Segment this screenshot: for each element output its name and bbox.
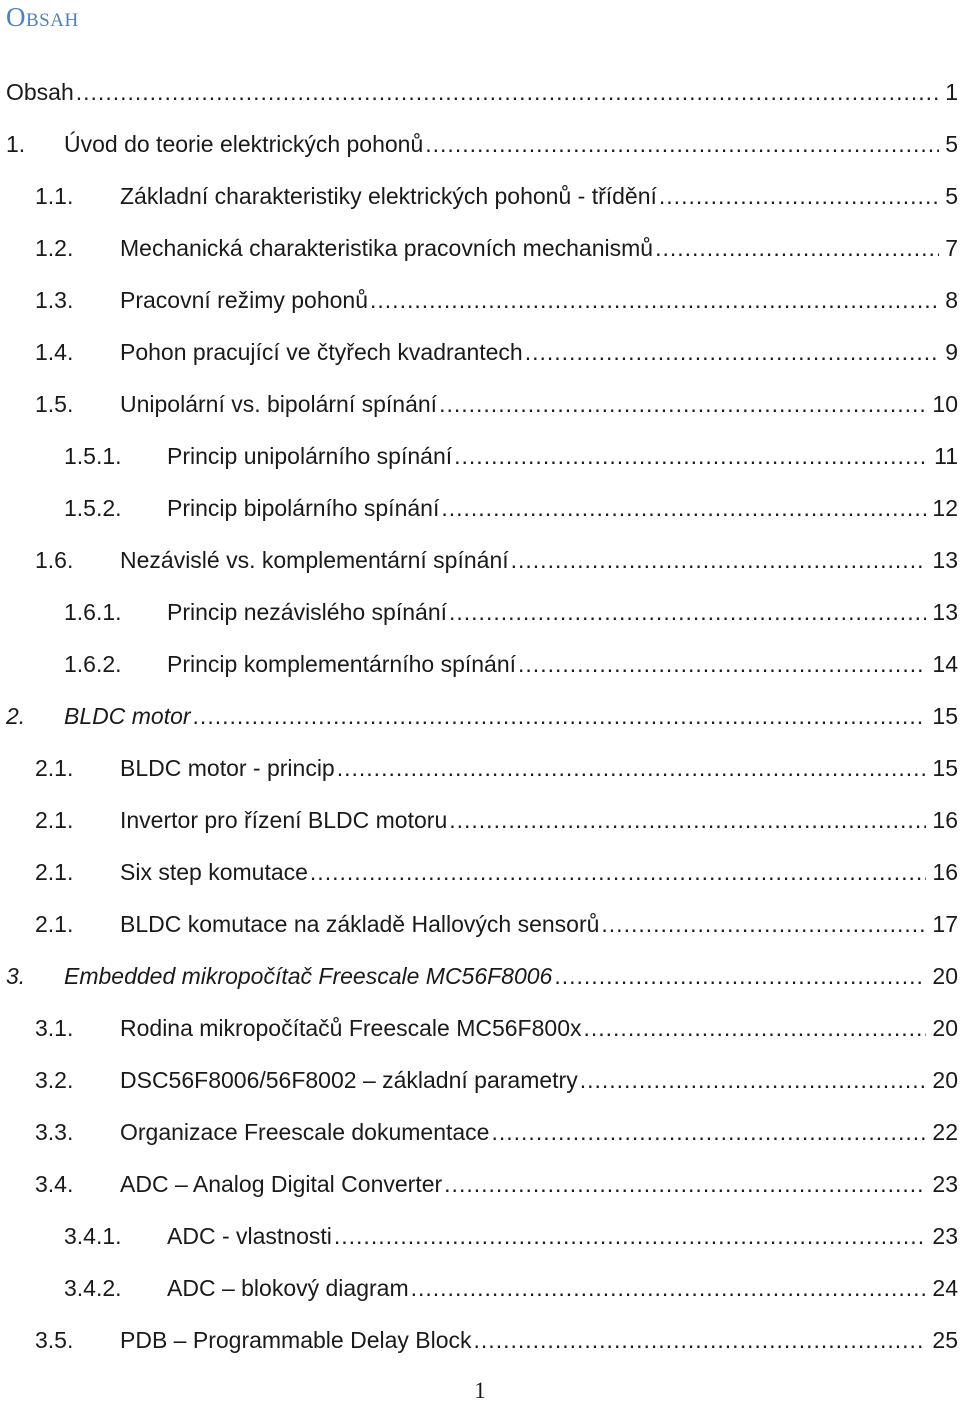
toc-entry[interactable] (0, 1210, 960, 1262)
toc-entry[interactable] (0, 118, 960, 170)
toc-entry-page: 7 (945, 234, 958, 261)
toc-entry-number: 1.4. (35, 338, 74, 365)
toc-dot-leader (525, 339, 939, 366)
toc-entry[interactable] (0, 326, 960, 378)
toc-entry-page: 15 (932, 754, 958, 781)
toc-entry-page: 16 (932, 806, 958, 833)
toc-entry-title: Invertor pro řízení BLDC motoru (120, 806, 448, 833)
toc-entry-number: 2. (6, 702, 26, 729)
toc-entry-title: Pracovní režimy pohonů (120, 286, 369, 313)
toc-entry-number: 3.3. (35, 1118, 74, 1145)
toc-entry-number: 1.3. (35, 286, 74, 313)
toc-entry-number: 1.6.1. (64, 598, 122, 625)
toc-dot-leader (474, 1327, 927, 1354)
toc-entry-title: Princip komplementárního spínání (167, 650, 517, 677)
toc-entry-number: 3.2. (35, 1066, 74, 1093)
toc-dot-leader (193, 703, 927, 730)
toc-entry-page: 8 (945, 286, 958, 313)
toc-entry-number: 2.1. (35, 858, 74, 885)
toc-entry-title: BLDC motor (64, 702, 191, 729)
toc-entry-number: 3.4. (35, 1170, 74, 1197)
toc-entry-title: Organizace Freescale dokumentace (120, 1118, 490, 1145)
toc-entry-number: 1.2. (35, 234, 74, 261)
toc-entry-page: 20 (932, 1066, 958, 1093)
toc-dot-leader (411, 1275, 927, 1302)
toc-entry-title: Pohon pracující ve čtyřech kvadrantech (120, 338, 523, 365)
toc-dot-leader (370, 287, 939, 314)
toc-dot-leader (334, 1223, 927, 1250)
toc-entry-number: 1.6. (35, 546, 74, 573)
toc-entry-number: 2.1. (35, 910, 74, 937)
toc-entry-number: 1.6.2. (64, 650, 122, 677)
toc-entry-page: 5 (945, 130, 958, 157)
toc-entry-number: 3.5. (35, 1326, 74, 1353)
toc-dot-leader (511, 547, 927, 574)
toc-entry-title: BLDC motor - princip (120, 754, 335, 781)
toc-entry-title: Obsah (6, 78, 74, 105)
toc-dot-leader (454, 443, 928, 470)
toc-entry[interactable] (0, 1106, 960, 1158)
toc-entry-title: Rodina mikropočítačů Freescale MC56F800x (120, 1014, 582, 1041)
toc-entry-page: 1 (945, 78, 958, 105)
toc-entry-page: 15 (932, 702, 958, 729)
toc-entry-title: Princip unipolárního spínání (167, 442, 453, 469)
toc-dot-leader (580, 1067, 927, 1094)
toc-entry[interactable] (0, 690, 960, 742)
toc-dot-leader (449, 599, 926, 626)
toc-entry-title: BLDC komutace na základě Hallových sensorů (120, 910, 600, 937)
toc-entry[interactable] (0, 222, 960, 274)
toc-entry-title: ADC - vlastnosti (167, 1222, 332, 1249)
toc-entry-number: 3.4.1. (64, 1222, 122, 1249)
toc-entry-page: 9 (945, 338, 958, 365)
toc-entry[interactable] (0, 794, 960, 846)
toc-entry[interactable] (0, 898, 960, 950)
toc-entry-title: Nezávislé vs. komplementární spínání (120, 546, 509, 573)
toc-dot-leader (76, 79, 939, 106)
toc-entry-number: 1.5.2. (64, 494, 122, 521)
toc-entry-number: 1.5. (35, 390, 74, 417)
toc-dot-leader (425, 131, 939, 158)
toc-entry-title: Unipolární vs. bipolární spínání (120, 390, 438, 417)
toc-entry[interactable] (0, 1262, 960, 1314)
toc-entry-page: 20 (932, 1014, 958, 1041)
toc-entry-page: 16 (932, 858, 958, 885)
toc-entry-title: Princip nezávislého spínání (167, 598, 447, 625)
toc-entry[interactable] (0, 638, 960, 690)
toc-dot-leader (601, 911, 926, 938)
toc-entry-title: Embedded mikropočítač Freescale MC56F8006 (64, 962, 553, 989)
toc-dot-leader (337, 755, 927, 782)
toc-entry-page: 5 (945, 182, 958, 209)
toc-entry-page: 23 (932, 1222, 958, 1249)
toc-entry-page: 10 (932, 390, 958, 417)
toc-entry-page: 20 (932, 962, 958, 989)
toc-entry-title: PDB – Programmable Delay Block (120, 1326, 472, 1353)
toc-entry[interactable] (0, 1054, 960, 1106)
toc-entry-title: Six step komutace (120, 858, 308, 885)
toc-entry-title: Princip bipolárního spínání (167, 494, 440, 521)
toc-dot-leader (441, 495, 926, 522)
toc-dot-leader (491, 1119, 926, 1146)
toc-dot-leader (554, 963, 926, 990)
toc-entry-number: 1.1. (35, 182, 74, 209)
toc-entry-title: Mechanická charakteristika pracovních mechanismů (120, 234, 654, 261)
toc-entry[interactable] (0, 66, 960, 118)
toc-entry[interactable] (0, 586, 960, 638)
toc-heading: Obsah (6, 2, 79, 32)
toc-entry[interactable] (0, 378, 960, 430)
page-number: 1 (474, 1378, 486, 1403)
toc-dot-leader (444, 1171, 926, 1198)
toc-dot-leader (583, 1015, 926, 1042)
toc-entry-title: ADC – blokový diagram (167, 1274, 409, 1301)
toc-dot-leader (439, 391, 926, 418)
toc-entry-page: 13 (932, 598, 958, 625)
toc-entry-number: 2.1. (35, 806, 74, 833)
toc-entry-page: 17 (932, 910, 958, 937)
toc-entry[interactable] (0, 170, 960, 222)
toc-entry[interactable] (0, 534, 960, 586)
toc-entry-number: 3.1. (35, 1014, 74, 1041)
toc-entry-number: 2.1. (35, 754, 74, 781)
toc-entry[interactable] (0, 1314, 960, 1366)
toc-entry-number: 3.4.2. (64, 1274, 122, 1301)
toc-dot-leader (655, 235, 939, 262)
toc-entry-number: 3. (6, 962, 26, 989)
toc-entry-title: ADC – Analog Digital Converter (120, 1170, 443, 1197)
toc-dot-leader (449, 807, 926, 834)
toc-entry-page: 24 (932, 1274, 958, 1301)
toc-entry[interactable] (0, 430, 960, 482)
toc-entry[interactable] (0, 1158, 960, 1210)
toc-dot-leader (310, 859, 926, 886)
toc-entry[interactable] (0, 482, 960, 534)
toc-entry-page: 12 (932, 494, 958, 521)
toc-entry[interactable] (0, 1002, 960, 1054)
toc-entry-page: 13 (932, 546, 958, 573)
toc-entry-page: 14 (932, 650, 958, 677)
toc-entry[interactable] (0, 950, 960, 1002)
toc-dot-leader (659, 183, 939, 210)
toc-entry-page: 22 (932, 1118, 958, 1145)
toc-entry[interactable] (0, 742, 960, 794)
toc-entry-title: Úvod do teorie elektrických pohonů (64, 130, 424, 157)
toc-entry[interactable] (0, 274, 960, 326)
toc-entry-title: Základní charakteristiky elektrických pohonů - třídění (120, 182, 657, 209)
toc-entry-page: 11 (934, 442, 958, 469)
toc-entry-page: 25 (932, 1326, 958, 1353)
toc-entry-title: DSC56F8006/56F8002 – základní parametry (120, 1066, 578, 1093)
toc-dot-leader (518, 651, 926, 678)
toc-entry[interactable] (0, 846, 960, 898)
toc-entry-number: 1. (6, 130, 26, 157)
toc-entry-page: 23 (932, 1170, 958, 1197)
toc-entry-number: 1.5.1. (64, 442, 122, 469)
